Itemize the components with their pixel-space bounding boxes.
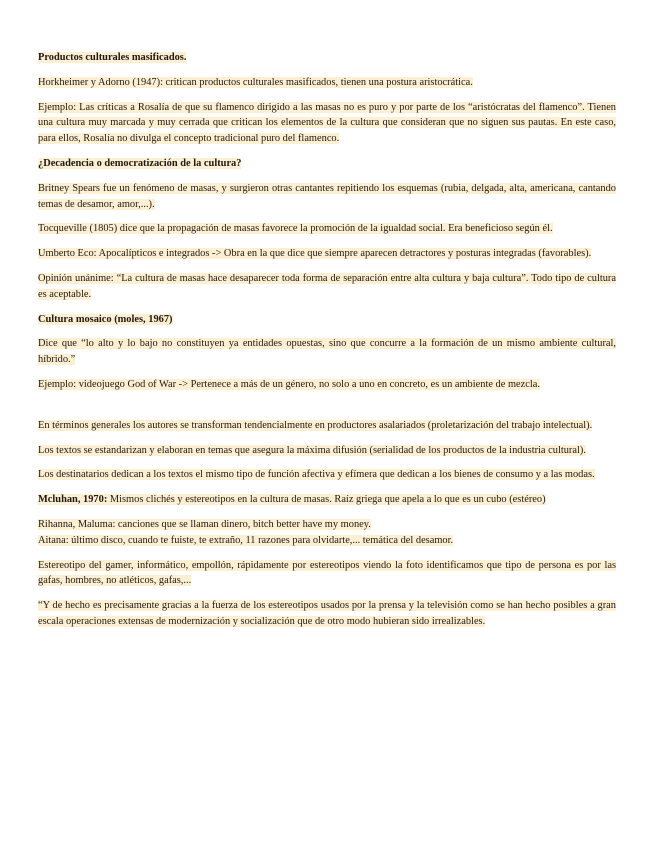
paragraph-god-of-war: Ejemplo: videojuego God of War -> Pertenece a más de un género, no solo a uno en concreto, es un ambiente de mezcla. — [38, 378, 540, 390]
paragraph-lo-alto-lo-bajo: Dice que “lo alto y lo bajo no constituyen ya entidades opuestas, sino que concurre a la formación de un mismo ambiente cultural, híbrido.” — [38, 338, 616, 366]
section-heading-decadencia: ¿Decadencia o democratización de la cultura? — [38, 157, 242, 169]
mcluhan-text: Mismos clichés y estereotipos en la cultura de masas. Raíz griega que apela a lo que es un cubo (estéreo) — [109, 494, 546, 506]
line-aitana: Aitana: último disco, cuando te fuiste, te extraño, 11 razones para olvidarte,... temática del desamor. — [38, 534, 454, 546]
mcluhan-label: Mcluhan, 1970: — [38, 494, 108, 506]
paragraph-destinatarios: Los destinatarios dedican a los textos el mismo tipo de función afectiva y efímera que dedican a los bienes de consumo y a las modas. — [38, 469, 595, 481]
paragraph-rosalia-example: Ejemplo: Las críticas a Rosalía de que su flamenco dirigido a las masas no es puro y por parte de los “aristócratas del flamenco”. Tienen una cultura muy marcada y muy cerrada que critican los elementos de la cultura que consideran que no siguen sus pautas. En este caso, para ellos, Rosalía no divulga el concepto tradicional puro del flamenco. — [38, 101, 616, 145]
paragraph-textos: Los textos se estandarizan y elaboran en temas que asegura la máxima difusión (serialidad de los productos de la industria cultural). — [38, 444, 586, 456]
paragraph-estereotipo-gamer: Estereotipo del gamer, informático, empollón, rápidamente por estereotipos viendo la foto identificamos que tipo de persona es por las gafas, hombres, no atléticos, gafas,... — [38, 559, 616, 587]
paragraph-tocqueville: Tocqueville (1805) dice que la propagación de masas favorece la promoción de la igualdad social. Era beneficioso según él. — [38, 223, 553, 235]
section-heading-productos: Productos culturales masificados. — [38, 52, 187, 63]
paragraph-horkheimer: Horkheimer y Adorno (1947): critican productos culturales masificados, tienen una postura aristocrática. — [38, 76, 473, 88]
line-rihanna-maluma: Rihanna, Maluma: canciones que se llaman dinero, bitch better have my money. — [38, 518, 371, 530]
document-page — [38, 50, 616, 639]
paragraph-opinion-unanime: Opinión unánime: “La cultura de masas hace desaparecer toda forma de separación entre alta cultura y baja cultura”. Todo tipo de cultura es aceptable. — [38, 272, 616, 300]
paragraph-umberto-eco: Umberto Eco: Apocalípticos e integrados -> Obra en la que dice que siempre aparecen detractores y posturas integradas (favorables). — [38, 248, 592, 260]
paragraph-mcluhan — [38, 492, 616, 508]
spacer — [38, 402, 616, 418]
section-heading-cultura-mosaico: Cultura mosaico (moles, 1967) — [38, 313, 173, 325]
paragraph-quote-estereotipos: “Y de hecho es precisamente gracias a la fuerza de los estereotipos usados por la prensa y la televisión como se han hecho posibles a gran escala operaciones extensas de modernización y socialización que de otro modo hubieran sido irrealizables. — [38, 600, 616, 627]
paragraph-autores: En términos generales los autores se transforman tendencialmente en productores asalariados (proletarización del trabajo intelectual). — [38, 419, 593, 431]
paragraph-britney: Britney Spears fue un fenómeno de masas, y surgieron otras cantantes repitiendo los esquemas (rubia, delgada, alta, americana, cantando temas de desamor, amor,...). — [38, 182, 616, 210]
